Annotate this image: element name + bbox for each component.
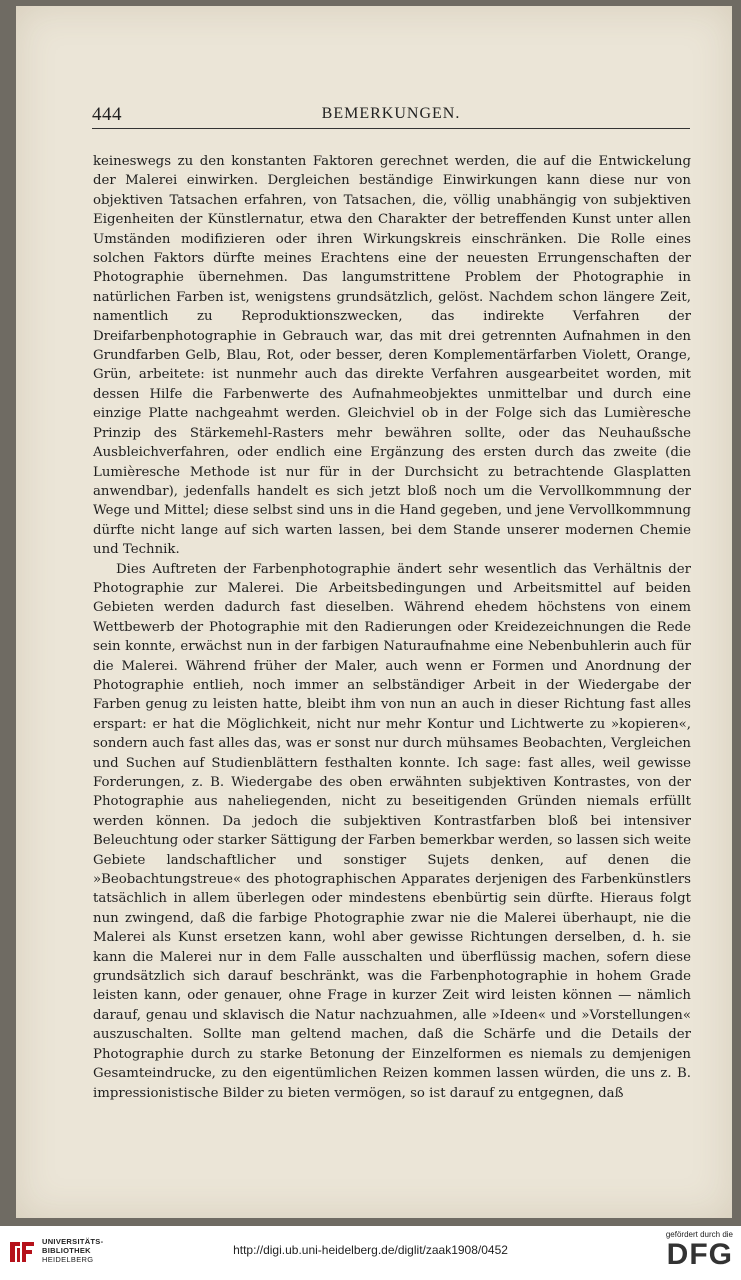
library-line: BIBLIOTHEK — [42, 1246, 91, 1255]
paragraph: keineswegs zu den konstanten Faktoren gerechnet werden, die auf die Entwickelung der Malerei einwirken. Dergleichen beständige Einwirkungen kann diese nur von objektiven Tatsachen erfahren, von Tatsachen, die, völlig unabhängig von subjektiven Eigenheiten der Künstlernatur, etwa den Charakter der betreffenden Kunst unter allen Umständen modifizieren oder ihren Wirkungskreis einschränken. Die Rolle eines solchen Faktors dürfte meines Erachtens eine der neuesten Errungenschaften der Photographie übernehmen. Das langumstrittene Problem der Photographie in natürlichen Farben ist, wenigstens grundsätzlich, gelöst. Nachdem schon längere Zeit, namentlich zu Reproduktionszwecken, das indirekte Verfahren der Dreifarbenphotographie in Gebrauch war, das mit drei getrennten Aufnahmen in den Grundfarben Gelb, Blau, Rot, oder besser, deren Komplementärfarben Violett, Orange, Grün, arbeitete: ist nunmehr auch das direkte Verfahren ausgearbeitet worden, mit dessen Hilfe die Farbenwerte des Aufnahmeobjektes unmittelbar und durch eine einzige Platte nachgeahmt werden. Gleichviel ob in der Folge sich das Lumièresche Prinzip des Stärkemehl-Rasters mehr bewähren sollte, oder das Neuhaußsche Ausbleichverfahren, oder endlich eine Ergänzung des ersten durch das zweite (die Lumièresche Methode ist nur für in der Durchsicht zu betrachtende Glasplatten anwendbar), jedenfalls handelt es sich jetzt bloß noch um die Vervollkommnung der Wege und Mittel; diese selbst sind uns in die Hand gegeben, und jene Vervollkommnung dürfte nicht lange auf sich warten lassen, bei dem Stande unserer modernen Chemie und Technik. — [93, 154, 691, 558]
header-rule — [92, 128, 690, 129]
page-header — [92, 104, 690, 128]
dfg-logo-icon: DFG — [666, 1238, 733, 1271]
viewer-footer — [0, 1226, 741, 1280]
source-url-link[interactable]: http://digi.ub.uni-heidelberg.de/diglit/zaak1908/0452 — [233, 1243, 508, 1257]
funder-caption: gefördert durch die — [665, 1230, 733, 1239]
page-body — [93, 152, 691, 1103]
library-line: HEIDELBERG — [42, 1255, 94, 1264]
dfg-logo[interactable] — [643, 1230, 733, 1276]
page-number: 444 — [92, 104, 122, 125]
library-line: UNIVERSITÄTS- — [42, 1237, 104, 1246]
running-title: BEMERKUNGEN. — [321, 105, 461, 122]
paragraph: Dies Auftreten der Farbenphotographie ändert sehr wesentlich das Verhältnis der Photographie zur Malerei. Die Arbeitsbedingungen und Arbeitsmittel auf beiden Gebieten werden dadurch fast dieselben. Während ehedem höchstens von einem Wettbewerb der Photographie mit den Radierungen oder Kreidezeichnungen die Rede sein konnte, erwächst nun in der farbigen Naturaufnahme eine Nebenbuhlerin auch für die Malerei. Während früher der Maler, auch wenn er Formen und Anordnung der Photographie entlieh, noch immer an selbständiger Arbeit in der Wiedergabe der Farben genug zu leisten hatte, bleibt ihm von nun an auch in dieser Richtung fast alles erspart: er hat die Möglichkeit, nicht nur mehr Kontur und Lichtwerte zu »kopieren«, sondern auch fast alles das, was er sonst nur durch mühsames Beobachten, Vergleichen und Suchen auf Studienblättern festhalten konnte. Ich sage: fast alles, weil gewisse Forderungen, z. B. Wiedergabe des oben erwähnten subjektiven Kontrastes, von der Photographie aus naheliegenden, nicht zu beseitigenden Gründen niemals erfüllt werden können. Da jedoch die subjektiven Kontrastfarben bloß bei intensiver Beleuchtung oder starker Sättigung der Farben bemerkbar werden, so lassen sich weite Gebiete landschaftlicher und sonstiger Sujets denken, auf denen die »Beobachtungstreue« des photographischen Apparates derjenigen des Farbenkünstlers tatsächlich in allem überlegen oder mindestens ebenbürtig sein dürfte. Hieraus folgt nun zwingend, daß die farbige Photographie zwar nie die Malerei überhaupt, nie die Malerei als Kunst ersetzen kann, wohl aber gewisse Richtungen derselben, d. h. sie kann die Malerei nur in dem Falle ausschalten und überflüssig machen, sofern diese grundsätzlich sich darauf beschränkt, was die Farbenphotographie in hohem Grade leisten kann, oder genauer, ohne Frage in kurzer Zeit wird leisten können — nämlich darauf, genau und sklavisch die Natur nachzuahmen, alle »Ideen« und »Vorstellungen« auszuschalten. Sollte man geltend machen, daß die Schärfe und die Details der Photographie durch zu starke Betonung der Einzelformen es niemals zu demjenigen Gesamteindrucke, zu den eigentümlichen Reizen kommen lassen würden, die uns z. B. impressionistische Bilder zu bieten vermögen, so ist darauf zu entgegnen, daß — [93, 561, 691, 1101]
